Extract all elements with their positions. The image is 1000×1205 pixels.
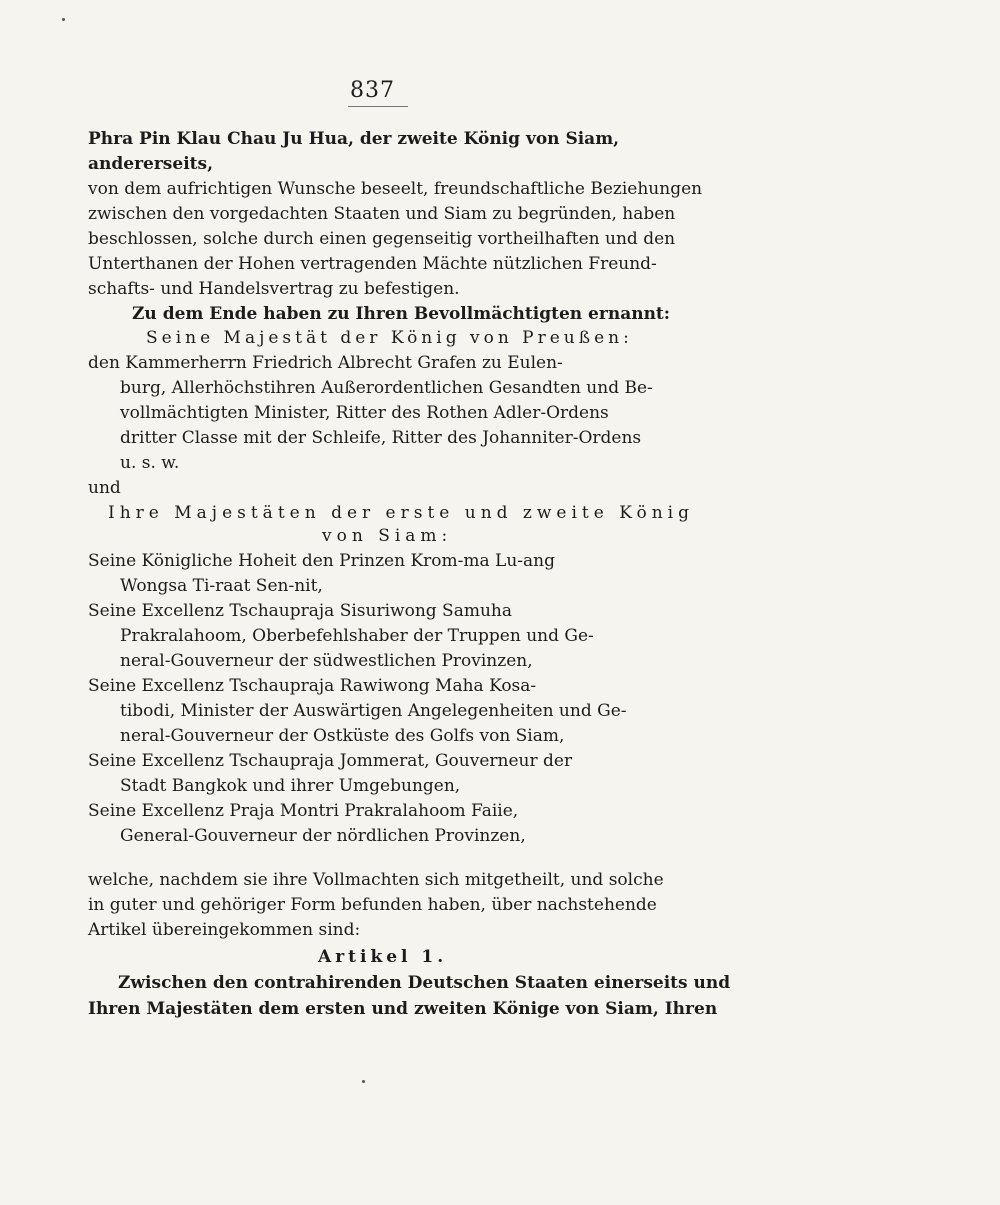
text-line: von dem aufrichtigen Wunsche beseelt, freundschaftliche Beziehungen [88,179,703,199]
text-line: u. s. w. [120,453,180,473]
text-line: Ihre Majestäten der erste und zweite König [108,503,694,523]
text-line: Seine Excellenz Tschaupraja Rawiwong Maha Kosa- [88,676,537,696]
text-line: Unterthanen der Hohen vertragenden Mächte nützlichen Freund- [88,254,657,274]
text-line: beschlossen, solche durch einen gegenseitig vortheilhaften und den [88,229,676,249]
text-line: Phra Pin Klau Chau Ju Hua, der zweite König von Siam, [88,129,620,149]
print-speck [62,18,65,21]
text-line: tibodi, Minister der Auswärtigen Angelegenheiten und Ge- [120,701,627,721]
text-line: Artikel übereingekommen sind: [88,920,361,940]
text-line: dritter Classe mit der Schleife, Ritter des Johanniter-Ordens [120,428,642,448]
page-number-rule [348,106,408,107]
text-line: in guter und gehöriger Form befunden haben, über nachstehende [88,895,657,915]
text-line: den Kammerherrn Friedrich Albrecht Grafen zu Eulen- [88,353,563,373]
text-line: Seine Excellenz Tschaupraja Sisuriwong Samuha [88,601,512,621]
text-line: zwischen den vorgedachten Staaten und Siam zu begründen, haben [88,204,676,224]
print-speck [362,1080,365,1083]
text-line: Seine Excellenz Tschaupraja Jommerat, Gouverneur der [88,751,573,771]
text-line: und [88,478,121,498]
text-line: Wongsa Ti-raat Sen-nit, [120,576,323,596]
text-line: General-Gouverneur der nördlichen Provinzen, [120,826,526,846]
text-line: Zwischen den contrahirenden Deutschen Staaten einerseits und [118,973,731,993]
text-line: Seine Majestät der König von Preußen: [146,328,633,348]
text-line: Prakralahoom, Oberbefehlshaber der Truppen und Ge- [120,626,594,646]
text-line: neral-Gouverneur der südwestlichen Provinzen, [120,651,533,671]
text-line: welche, nachdem sie ihre Vollmachten sich mitgetheilt, und solche [88,870,664,890]
text-line: Ihren Majestäten dem ersten und zweiten Könige von Siam, Ihren [88,999,718,1019]
text-line: Seine Excellenz Praja Montri Prakralahoom Faiie, [88,801,519,821]
text-line: Stadt Bangkok und ihrer Umgebungen, [120,776,461,796]
text-line: neral-Gouverneur der Ostküste des Golfs von Siam, [120,726,565,746]
text-line: Seine Königliche Hoheit den Prinzen Krom-ma Lu-ang [88,551,556,571]
text-line: andererseits, [88,154,213,174]
text-line: burg, Allerhöchstihren Außerordentlichen Gesandten und Be- [120,378,653,398]
text-line: Zu dem Ende haben zu Ihren Bevollmächtigten ernannt: [132,304,671,324]
text-line: vollmächtigten Minister, Ritter des Rothen Adler-Ordens [120,403,609,423]
section-heading: Artikel 1. [318,947,448,967]
text-line: schafts- und Handelsvertrag zu befestigen. [88,279,460,299]
page-number: 837 [350,78,395,103]
text-line: von Siam: [322,526,453,546]
